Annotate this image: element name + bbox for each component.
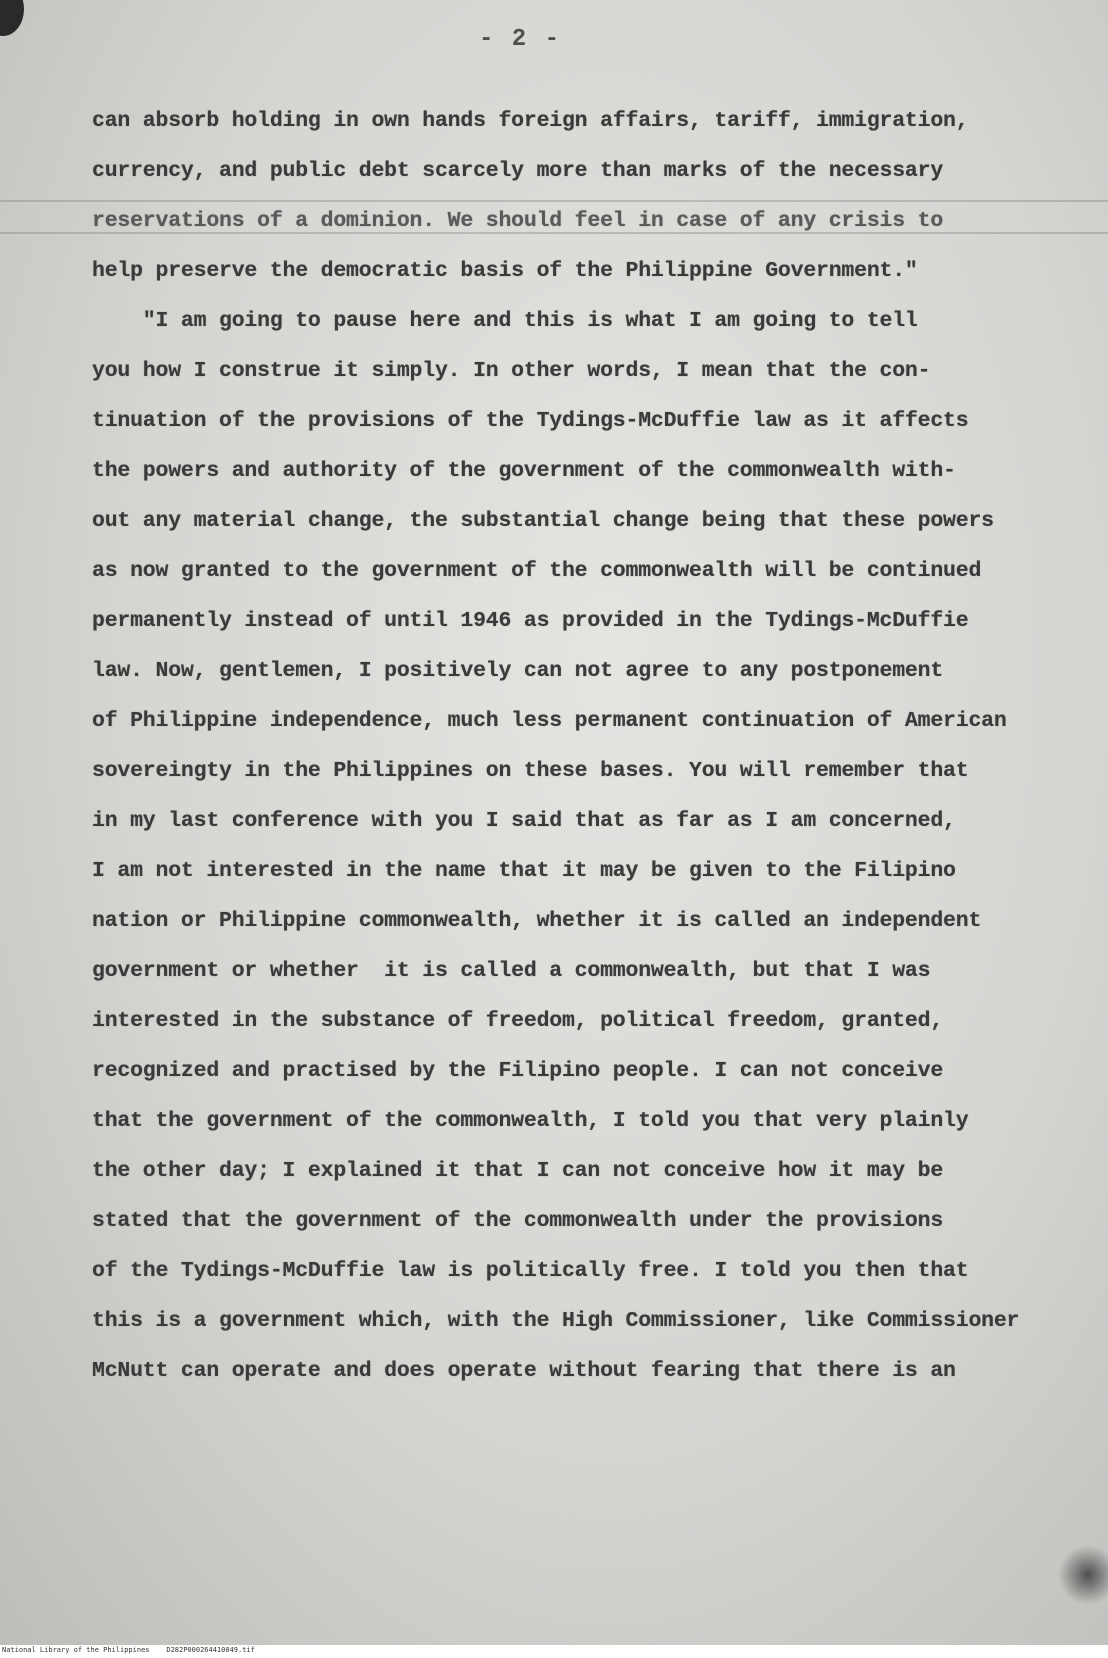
- text-line: of Philippine independence, much less permanent continuation of American: [92, 709, 1007, 733]
- text-line: the powers and authority of the government of the commonwealth with-: [92, 459, 956, 483]
- text-line: I am not interested in the name that it may be given to the Filipino: [92, 859, 956, 883]
- text-line: can absorb holding in own hands foreign affairs, tariff, immigration,: [92, 109, 969, 133]
- text-line: tinuation of the provisions of the Tydings-McDuffie law as it affects: [92, 409, 969, 433]
- text-line: in my last conference with you I said that as far as I am concerned,: [92, 809, 956, 833]
- archive-footer: National Library of the Philippines D282P000264410049.tif: [2, 1646, 255, 1654]
- corner-scan-artifact-bottom: [1058, 1545, 1108, 1605]
- text-line: that the government of the commonwealth, I told you that very plainly: [92, 1109, 969, 1133]
- text-line: recognized and practised by the Filipino people. I can not conceive: [92, 1059, 944, 1083]
- text-line: this is a government which, with the High Commissioner, like Commissioner: [92, 1309, 1020, 1333]
- text-line: of the Tydings-McDuffie law is politically free. I told you then that: [92, 1259, 969, 1283]
- text-line: as now granted to the government of the commonwealth will be continued: [92, 559, 982, 583]
- text-line: help preserve the democratic basis of the Philippine Government.": [92, 259, 918, 283]
- text-line: the other day; I explained it that I can not conceive how it may be: [92, 1159, 944, 1183]
- text-line: McNutt can operate and does operate without fearing that there is an: [92, 1359, 956, 1383]
- page-number: - 2 -: [478, 26, 561, 53]
- text-line: out any material change, the substantial change being that these powers: [92, 509, 994, 533]
- text-line: interested in the substance of freedom, political freedom, granted,: [92, 1009, 944, 1033]
- text-line: sovereingty in the Philippines on these bases. You will remember that: [92, 759, 969, 783]
- body-text: [92, 96, 1092, 1396]
- text-line: you how I construe it simply. In other words, I mean that the con-: [92, 359, 931, 383]
- text-line: stated that the government of the commonwealth under the provisions: [92, 1209, 944, 1233]
- text-line: permanently instead of until 1946 as provided in the Tydings-McDuffie: [92, 609, 969, 633]
- text-line: "I am going to pause here and this is what I am going to tell: [92, 309, 918, 333]
- text-line: government or whether it is called a commonwealth, but that I was: [92, 959, 931, 983]
- text-line: currency, and public debt scarcely more than marks of the necessary: [92, 159, 944, 183]
- text-line: law. Now, gentlemen, I positively can not agree to any postponement: [92, 659, 944, 683]
- text-line: nation or Philippine commonwealth, whether it is called an independent: [92, 909, 982, 933]
- text-line: reservations of a dominion. We should feel in case of any crisis to: [92, 209, 944, 233]
